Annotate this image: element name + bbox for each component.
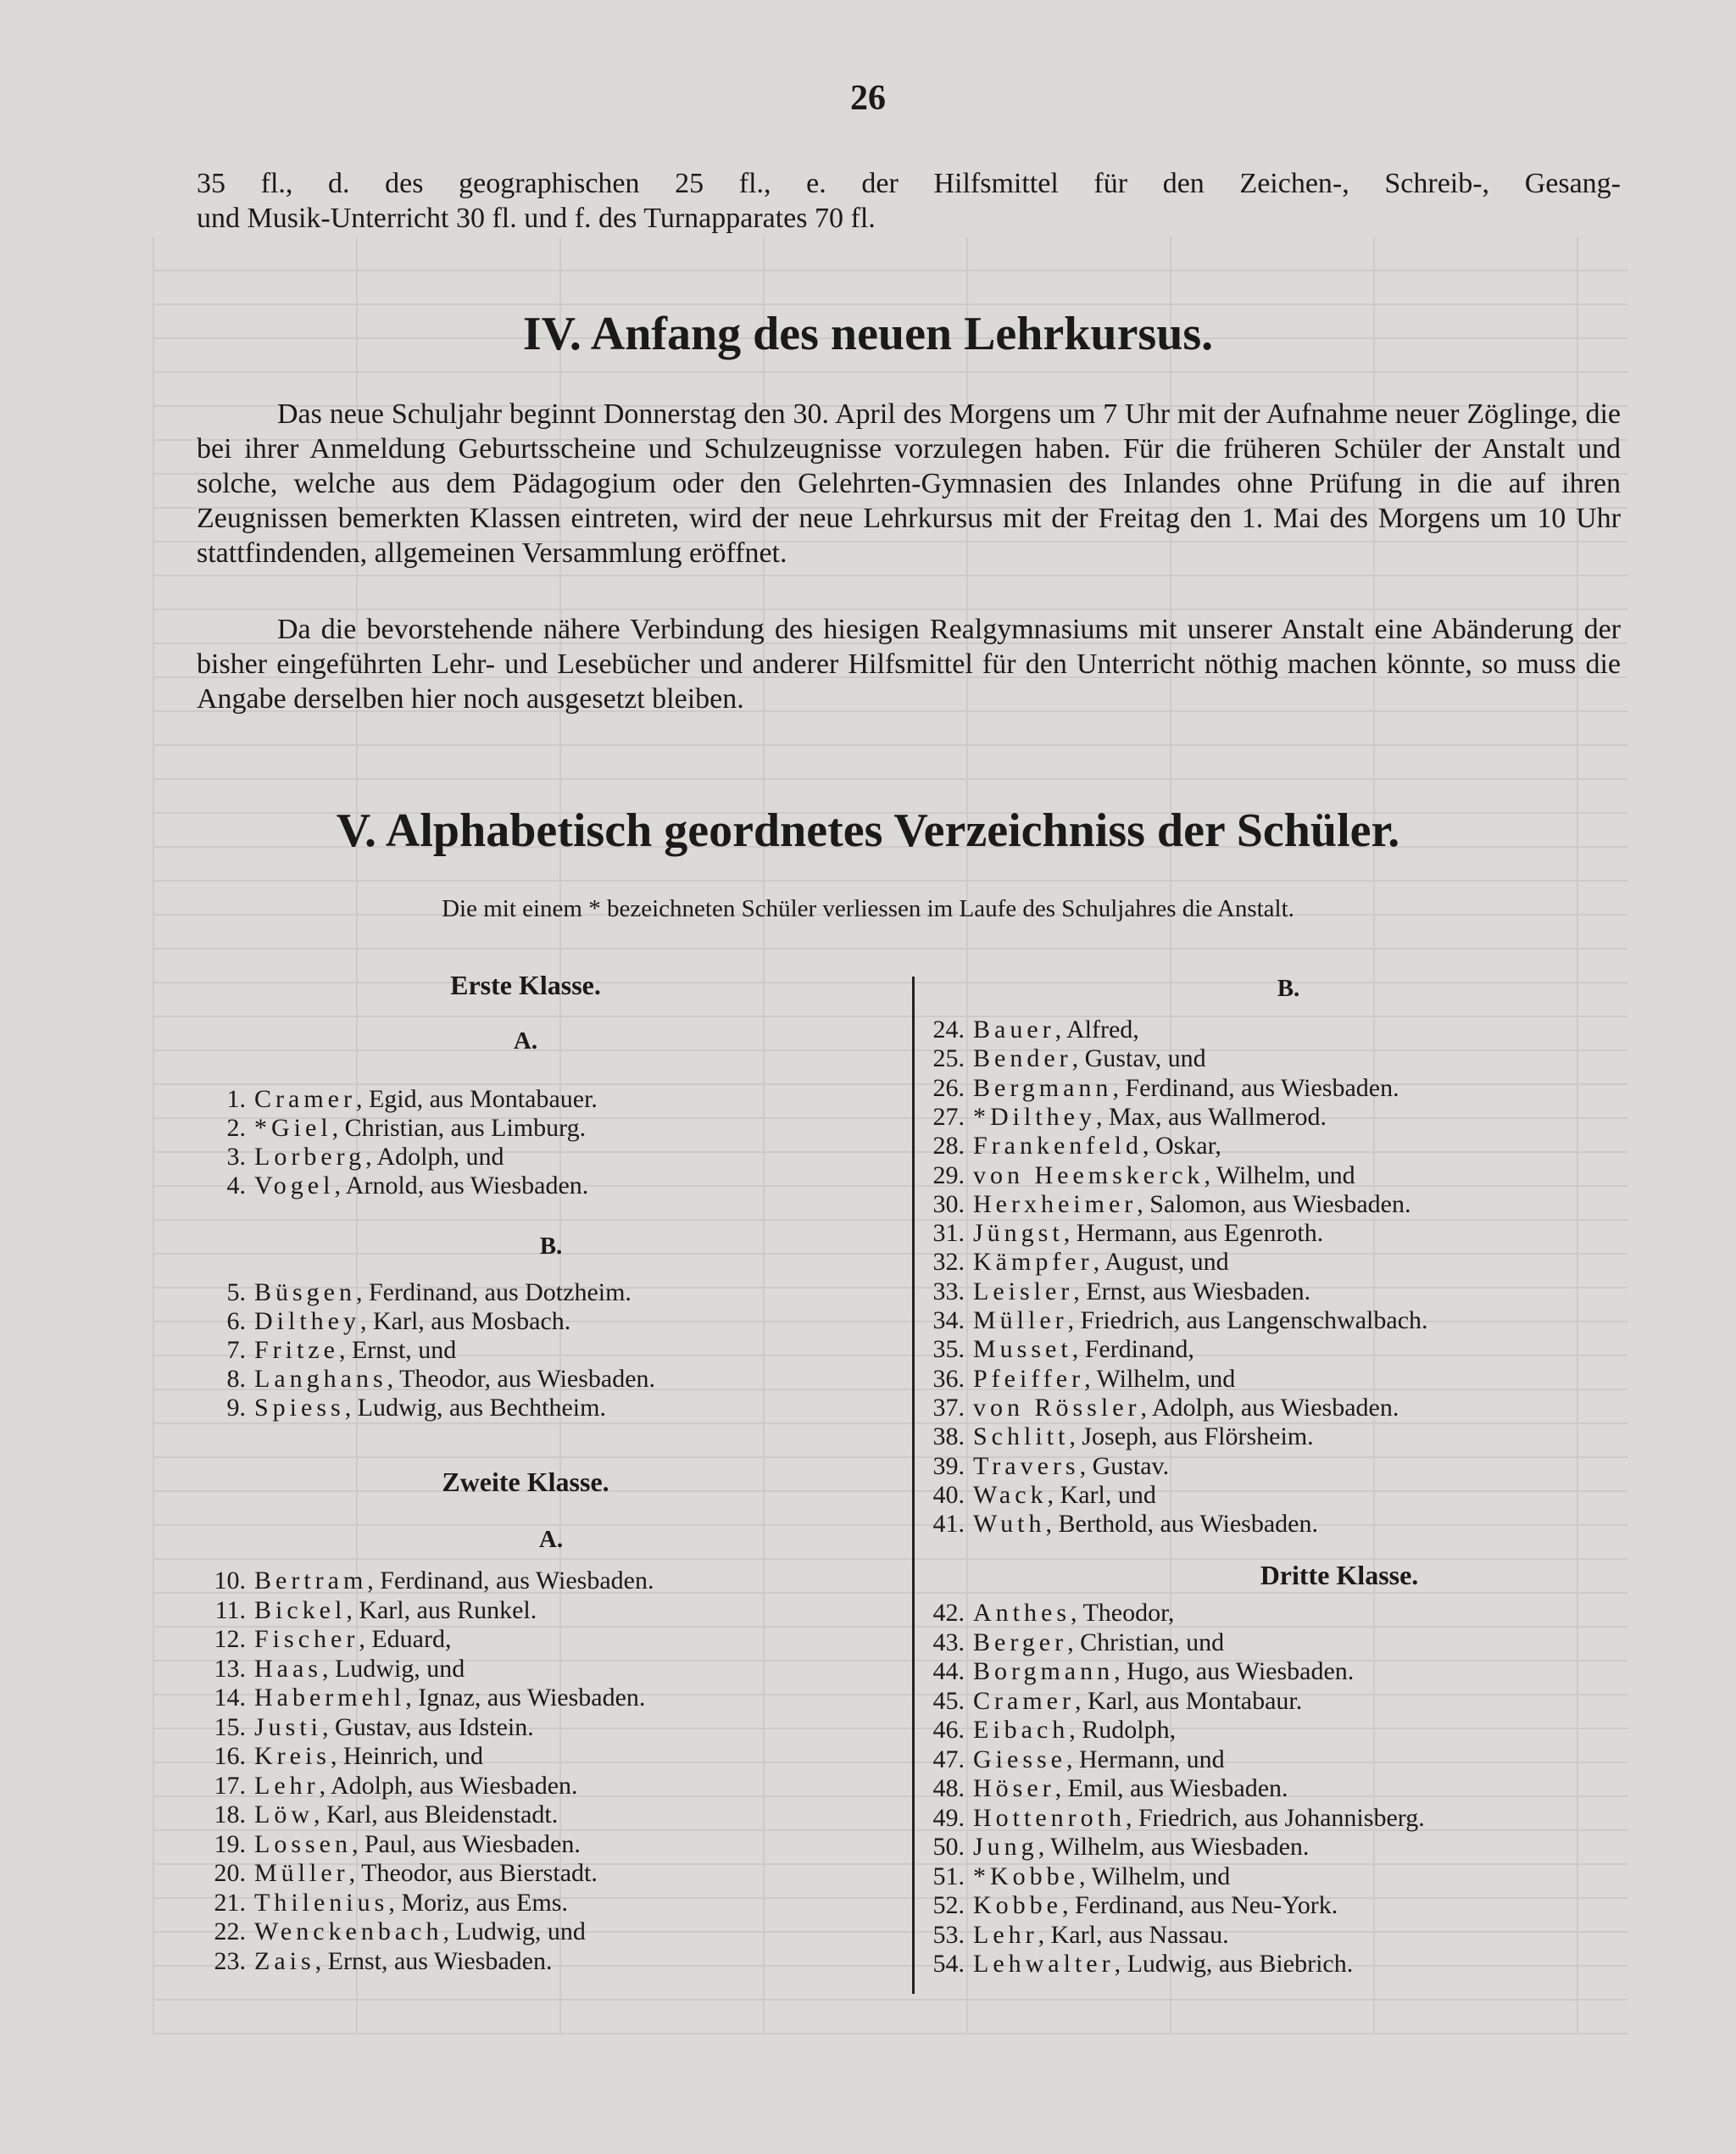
student-details: , Joseph, aus Flörsheim. [1069, 1422, 1314, 1451]
student-details: , Hugo, aus Wiesbaden. [1114, 1657, 1355, 1685]
student-name: Kobbe [973, 1891, 1062, 1919]
student-entry [197, 1772, 578, 1801]
student-entry [197, 1336, 456, 1365]
student-number: 13. [214, 1654, 246, 1683]
student-number: 11. [214, 1595, 246, 1624]
student-name: von Rössler [973, 1393, 1141, 1422]
student-details: , Berthold, aus Wiesbaden. [1045, 1510, 1318, 1539]
student-details: , Oskar, [1142, 1132, 1221, 1160]
student-details: , Heinrich, und [330, 1742, 483, 1770]
student-details: , Adolph, und [365, 1143, 504, 1171]
student-number: 44. [932, 1657, 965, 1685]
student-number: 8. [226, 1365, 246, 1393]
student-number: 1. [226, 1085, 246, 1113]
student-entry [915, 1687, 1302, 1716]
student-details: , Theodor, [1071, 1599, 1175, 1627]
student-entry [915, 1745, 1225, 1774]
student-name: Fritze [254, 1336, 339, 1364]
student-name: Löw [254, 1801, 314, 1828]
student-details: , Ernst, aus Wiesbaden. [1073, 1277, 1311, 1305]
student-number: 50. [932, 1833, 965, 1861]
student-details: , August, und [1093, 1248, 1229, 1277]
zweite-klasse-a-heading: A. [538, 1526, 564, 1553]
page-number: 26 [850, 79, 886, 118]
student-details: , Karl, aus Mosbach. [360, 1307, 571, 1335]
student-name: Kreis [254, 1742, 331, 1770]
student-name: Eibach [973, 1716, 1070, 1744]
student-details: , Karl, und [1047, 1480, 1156, 1509]
student-details: , Ludwig, aus Biebrich. [1114, 1950, 1354, 1978]
student-name: Borgmann [973, 1657, 1115, 1685]
intro-text [197, 166, 1621, 236]
student-number: 35. [932, 1335, 965, 1364]
student-name: Wenckenbach [254, 1917, 443, 1945]
student-number: 53. [932, 1920, 965, 1949]
student-number: 9. [226, 1394, 246, 1422]
student-details: , Gustav, aus Idstein. [322, 1712, 534, 1741]
student-number: 46. [932, 1716, 965, 1744]
student-name: Bertram [254, 1567, 368, 1595]
student-name: *Kobbe [973, 1862, 1079, 1890]
student-name: Frankenfeld [973, 1132, 1143, 1160]
student-entry [197, 1655, 465, 1684]
student-details: , Arnold, aus Wiesbaden. [334, 1172, 589, 1199]
student-name: Fischer [254, 1625, 359, 1653]
student-number: 16. [214, 1742, 246, 1770]
student-number: 3. [226, 1143, 246, 1171]
student-number: 38. [932, 1422, 965, 1451]
student-details: , Friedrich, aus Langenschwalbach. [1067, 1306, 1428, 1334]
student-name: Schlitt [973, 1422, 1070, 1451]
student-number: 37. [932, 1393, 965, 1422]
student-entry [915, 1219, 1323, 1248]
student-number: 26. [932, 1073, 965, 1102]
student-details: , Ludwig, und [442, 1917, 586, 1945]
student-number: 32. [932, 1248, 965, 1277]
student-details: , Salomon, aus Wiesbaden. [1137, 1189, 1411, 1218]
student-details: , Egid, aus Montabauer. [355, 1085, 598, 1113]
student-name: Habermehl [254, 1684, 406, 1712]
student-number: 6. [226, 1307, 246, 1335]
student-name: Lehwalter [973, 1950, 1115, 1978]
student-number: 4. [226, 1172, 246, 1199]
student-details: , Gustav. [1079, 1451, 1170, 1480]
student-number: 7. [226, 1336, 246, 1364]
student-name: von Heemskerck [973, 1160, 1205, 1189]
intro-line-2: und Musik-Unterricht 30 fl. und f. des Turnapparates 70 fl. [197, 203, 876, 234]
student-entry [915, 1248, 1229, 1277]
student-number: 21. [214, 1888, 246, 1917]
student-details: , Hermann, und [1066, 1745, 1225, 1773]
student-details: , Ferdinand, aus Wiesbaden. [1112, 1073, 1399, 1102]
student-number: 24. [932, 1016, 965, 1044]
student-name: Bickel [254, 1595, 347, 1624]
student-details: , Theodor, aus Bierstadt. [348, 1859, 598, 1887]
student-details: , Adolph, aus Wiesbaden. [1140, 1393, 1399, 1422]
student-name: Jung [973, 1833, 1038, 1861]
student-entry [197, 1947, 553, 1976]
student-number: 18. [214, 1801, 246, 1828]
student-number: 45. [932, 1686, 965, 1715]
student-entry [915, 1335, 1194, 1364]
student-details: , Ferdinand, [1071, 1335, 1194, 1364]
student-entry [915, 1306, 1428, 1335]
student-name: Höser [973, 1774, 1055, 1802]
student-name: Thilenius [254, 1888, 389, 1917]
student-name: Vogel [254, 1172, 335, 1199]
student-name: Cramer [254, 1085, 356, 1113]
student-entry [197, 1684, 645, 1712]
student-details: , Wilhelm, und [1084, 1364, 1236, 1393]
student-name: Lossen [254, 1829, 352, 1858]
student-details: , Max, aus Wallmerod. [1096, 1102, 1327, 1131]
student-number: 14. [214, 1684, 246, 1712]
student-entry [197, 1801, 558, 1829]
student-number: 22. [214, 1917, 246, 1945]
student-entry [915, 1365, 1235, 1394]
student-name: Cramer [973, 1686, 1075, 1715]
student-name: Justi [254, 1712, 323, 1741]
student-number: 29. [932, 1160, 965, 1189]
student-entry [197, 1365, 655, 1394]
student-number: 2. [226, 1114, 246, 1142]
student-entry [915, 1190, 1410, 1219]
student-entry [915, 1161, 1355, 1190]
student-details: , Rudolph, [1069, 1716, 1177, 1744]
student-entry [197, 1713, 534, 1742]
student-number: 42. [932, 1599, 965, 1627]
student-entry [197, 1625, 451, 1654]
student-number: 39. [932, 1451, 965, 1480]
student-details: , Friedrich, aus Johannisberg. [1125, 1803, 1425, 1832]
student-details: , Theodor, aus Wiesbaden. [387, 1365, 656, 1393]
student-number: 47. [932, 1745, 965, 1773]
student-name: Berger [973, 1628, 1068, 1656]
erste-klasse-a-heading: A. [513, 1027, 538, 1055]
student-name: Giesse [973, 1745, 1066, 1773]
student-name: Pfeiffer [973, 1364, 1085, 1393]
student-details: , Ludwig, und [321, 1654, 465, 1683]
intro-line-1: 35 fl., d. des geographischen 25 fl., e. der Hilfsmittel für den Zeichen-, Schreib-, Gesang- [197, 168, 1621, 199]
student-details: , Christian, aus Limburg. [331, 1114, 587, 1142]
student-entry [915, 1862, 1230, 1891]
student-name: Büsgen [254, 1278, 356, 1306]
section-v-note: Die mit einem * bezeichneten Schüler verliessen im Laufe des Schuljahres die Anstalt. [442, 895, 1294, 922]
student-name: Lorberg [254, 1143, 366, 1171]
section-v-heading: V. Alphabetisch geordnetes Verzeichniss der Schüler. [336, 804, 1400, 857]
student-number: 41. [932, 1510, 965, 1539]
section-iv-paragraph-2: Da die bevorstehende nähere Verbindung des hiesigen Realgymnasiums mit unserer Anstalt eine Abänderung der bisher eingeführten Lehr- und Lesebücher und anderer Hilfsmittel für den Unterricht nöthig machen könnte, so muss die Angabe derselben hier noch ausgesetzt bleiben. [197, 614, 1621, 715]
student-entry [197, 1567, 654, 1595]
student-details: , Karl, aus Montabaur. [1074, 1686, 1303, 1715]
student-name: *Giel [254, 1114, 332, 1142]
student-number: 23. [214, 1946, 246, 1975]
student-entry [197, 1917, 586, 1946]
student-details: , Karl, aus Runkel. [346, 1595, 537, 1624]
student-number: 27. [932, 1102, 965, 1131]
student-entry [915, 1774, 1288, 1803]
student-details: , Ludwig, aus Bechtheim. [344, 1394, 606, 1422]
student-details: , Karl, aus Bleidenstadt. [314, 1801, 559, 1828]
section-iv-paragraph-1: Das neue Schuljahr beginnt Donnerstag den 30. April des Morgens um 7 Uhr mit der Aufnahme neuer Zöglinge, die bei ihrer Anmeldung Geburtsscheine und Schulzeugnisse vorzulegen haben. Für die früheren Schüler der Anstalt und solche, welche aus dem Pädagogium oder den Gelehrten-Gymnasien des Inlandes ohne Prüfung in die auf ihren Zeugnissen bemerkten Klassen eintreten, wird der neue Lehrkursus mit der Freitag den 1. Mai des Morgens um 10 Uhr stattfindenden, allgemeinen Versammlung eröffnet. [197, 398, 1621, 569]
student-name: Kämpfer [973, 1248, 1093, 1277]
student-number: 52. [932, 1891, 965, 1919]
student-name: Wack [973, 1480, 1048, 1509]
student-number: 5. [226, 1278, 246, 1306]
student-name: Müller [973, 1306, 1068, 1334]
student-name: Spiess [254, 1394, 345, 1422]
student-entry [915, 1132, 1221, 1160]
student-entry [915, 1657, 1354, 1686]
student-name: Dilthey [254, 1307, 360, 1335]
student-number: 34. [932, 1306, 965, 1334]
student-details: , Wilhelm, aus Wiesbaden. [1038, 1833, 1310, 1861]
student-details: , Christian, und [1067, 1628, 1225, 1656]
student-entry [197, 1172, 588, 1200]
student-entry [915, 1103, 1327, 1132]
student-name: Wuth [973, 1510, 1046, 1539]
student-name: Hottenroth [973, 1803, 1126, 1832]
student-name: *Dilthey [973, 1102, 1096, 1131]
student-entry [915, 1950, 1353, 1979]
student-name: Lehr [254, 1771, 320, 1800]
student-details: , Ferdinand, aus Dotzheim. [356, 1278, 632, 1306]
student-name: Herxheimer [973, 1189, 1138, 1218]
student-details: , Emil, aus Wiesbaden. [1054, 1774, 1288, 1802]
student-name: Musset [973, 1335, 1072, 1364]
student-entry [197, 1114, 586, 1143]
zweite-klasse-b-heading: B. [1277, 975, 1300, 1002]
student-number: 15. [214, 1712, 246, 1741]
student-number: 43. [932, 1628, 965, 1656]
student-entry [915, 1921, 1229, 1950]
zweite-klasse-heading: Zweite Klasse. [442, 1467, 609, 1497]
student-number: 19. [214, 1829, 246, 1858]
student-name: Haas [254, 1654, 322, 1683]
student-entry [197, 1859, 598, 1888]
student-number: 30. [932, 1189, 965, 1218]
student-number: 54. [932, 1950, 965, 1978]
student-details: , Ferdinand, aus Wiesbaden. [367, 1567, 654, 1595]
student-name: Jüngst [973, 1219, 1064, 1248]
student-entry [197, 1889, 568, 1917]
student-entry [915, 1833, 1309, 1862]
student-name: Zais [254, 1946, 315, 1975]
erste-klasse-b-heading: B. [539, 1233, 563, 1260]
student-entry [197, 1143, 504, 1172]
student-name: Bender [973, 1044, 1072, 1073]
student-number: 40. [932, 1480, 965, 1509]
student-number: 51. [932, 1862, 965, 1890]
student-number: 28. [932, 1132, 965, 1160]
student-number: 31. [932, 1219, 965, 1248]
student-entry [915, 1804, 1425, 1833]
student-entry [197, 1307, 570, 1336]
student-entry [915, 1599, 1174, 1628]
student-details: , Paul, aus Wiesbaden. [352, 1829, 581, 1858]
student-details: , Ernst, aus Wiesbaden. [314, 1946, 553, 1975]
student-number: 10. [214, 1567, 246, 1595]
student-entry [915, 1628, 1224, 1657]
student-details: , Adolph, aus Wiesbaden. [319, 1771, 578, 1800]
erste-klasse-heading: Erste Klasse. [450, 970, 601, 1000]
student-number: 12. [214, 1625, 246, 1653]
student-details: , Wilhelm, und [1204, 1160, 1355, 1189]
student-name: Müller [254, 1859, 349, 1887]
student-entry [915, 1452, 1169, 1481]
student-entry [915, 1394, 1399, 1422]
student-name: Bergmann [973, 1073, 1113, 1102]
student-entry [197, 1830, 581, 1859]
column-divider [912, 977, 915, 1994]
student-entry [197, 1278, 632, 1307]
student-entry [915, 1481, 1156, 1510]
student-details: , Alfred, [1054, 1016, 1139, 1044]
student-details: , Karl, aus Nassau. [1038, 1920, 1229, 1949]
student-entry [197, 1394, 606, 1422]
section-iv-heading: IV. Anfang des neuen Lehrkursus. [522, 308, 1214, 360]
student-number: 17. [214, 1771, 246, 1800]
student-entry [915, 1716, 1176, 1745]
student-entry [915, 1510, 1318, 1539]
student-name: Langhans [254, 1365, 387, 1393]
student-number: 25. [932, 1044, 965, 1073]
student-details: , Hermann, aus Egenroth. [1063, 1219, 1324, 1248]
student-name: Anthes [973, 1599, 1071, 1627]
student-number: 33. [932, 1277, 965, 1305]
student-number: 49. [932, 1803, 965, 1832]
student-number: 36. [932, 1364, 965, 1393]
student-entry [915, 1422, 1314, 1451]
student-number: 48. [932, 1774, 965, 1802]
dritte-klasse-heading: Dritte Klasse. [1260, 1560, 1419, 1590]
student-name: Lehr [973, 1920, 1038, 1949]
student-details: , Ignaz, aus Wiesbaden. [405, 1684, 646, 1712]
student-name: Travers [973, 1451, 1080, 1480]
student-entry [197, 1596, 537, 1625]
student-name: Bauer [973, 1016, 1055, 1044]
student-details: , Eduard, [359, 1625, 452, 1653]
student-entry [197, 1085, 598, 1114]
student-entry [915, 1044, 1206, 1073]
student-entry [197, 1742, 483, 1771]
student-number: 20. [214, 1859, 246, 1887]
student-entry [915, 1016, 1139, 1044]
student-details: , Moriz, aus Ems. [388, 1888, 568, 1917]
student-details: , Ernst, und [338, 1336, 457, 1364]
student-entry [915, 1074, 1399, 1103]
student-details: , Wilhelm, und [1078, 1862, 1231, 1890]
student-entry [915, 1891, 1338, 1920]
student-name: Leisler [973, 1277, 1074, 1305]
student-details: , Ferdinand, aus Neu-York. [1061, 1891, 1338, 1919]
student-entry [915, 1277, 1310, 1306]
student-details: , Gustav, und [1071, 1044, 1206, 1073]
